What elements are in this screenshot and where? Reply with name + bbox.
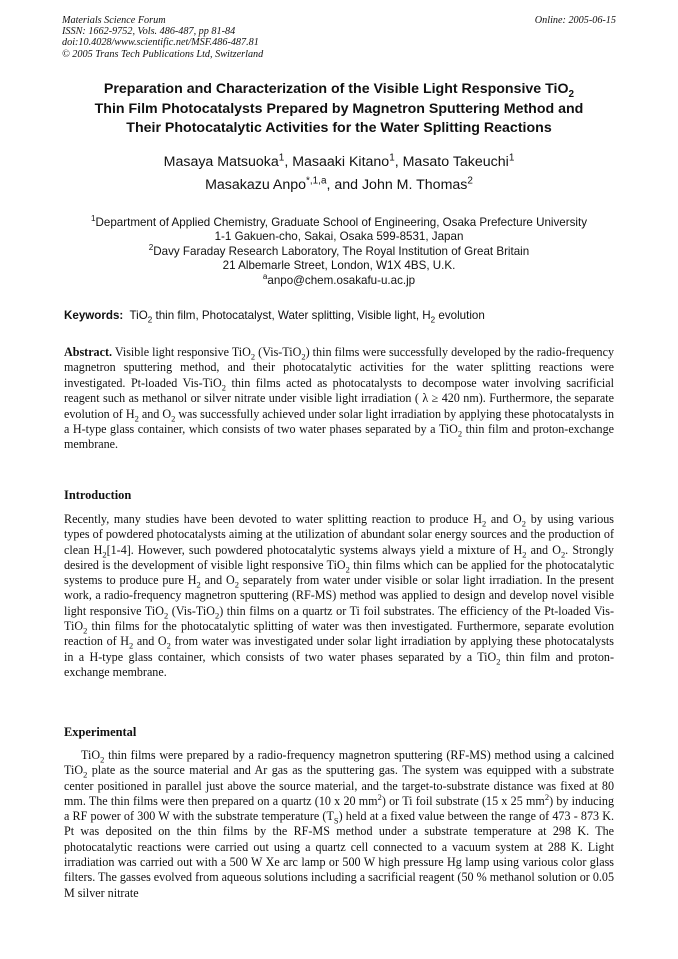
experimental-heading: Experimental [64, 725, 137, 739]
title-line-3: Their Photocatalytic Activities for the Water Splitting Reactions [126, 120, 552, 137]
affiliations [40, 216, 638, 288]
title-line-1: Preparation and Characterization of the Visible Light Responsive TiO$_2$ [103, 81, 575, 100]
author-list [40, 151, 638, 196]
experimental-paragraph: TiO$_2$ thin films were prepared by a radio-frequency magnetron sputtering (RF-MS) method using a calcined TiO$_2$ plate as the source material and Ar gas as the sputtering gas. The system was equipped with a substrate center positioned in parallel just above the source material, and the target-to-substrate distance was fixed at 80 mm. The thin films were then prepared on a quartz (10 x 20 $mm^2$) or Ti foil substrate (15 x 25 $mm^2$) by inducing a RF power of 300 W with the substrate temperature $(T_S)$ held at a fixed value between the range of 473 - 873 K. Pt was deposited on the thin films by the RF-MS method under a substrate temperature at 298 K. The photocatalytic reactions were carried out using a quartz cell connected to a vacuum system at 288 K. Light irradiation was carried out with a 500 W Xe arc lamp or 500 W high pressure Hg lamp using various color glass filters. The gasses evolved from aqueous solutions including a sacrificial reagent (50 % methanol solution or 0.05 M silver nitrate [64, 748, 614, 900]
affiliation-1: $^1$Department of Applied Chemistry, Graduate School of Engineering, Osaka Prefecture University [91, 214, 587, 229]
abstract-label: Abstract. [64, 345, 113, 359]
journal-header [62, 15, 616, 60]
online-date: Online: 2005-06-15 [534, 15, 616, 26]
journal-name: Materials Science Forum [62, 15, 166, 26]
paper-title [40, 80, 638, 139]
introduction-heading: Introduction [64, 488, 132, 502]
affiliation-1-address: 1-1 Gakuen-cho, Sakai, Osaka 599-8531, Japan [214, 230, 464, 244]
abstract: Abstract. Visible light responsive TiO$_2$ (Vis-TiO$_2$) thin films were successfully developed by the radio-frequency magnetron sputtering method, and their photocatalytic activities for the water splitting reactions were investigated. Pt-loaded Vis-TiO$_2$ thin films acted as photocatalysts to decompose water involving sacrificial reagent such as methanol or silver nitrate under visible light irradiation ( λ ≥ 420 nm). Furthermore, the separate evolution of $H_2$ and $O_2$ was successfully achieved under solar light irradiation by applying these photocatalysts in a H-type glass container, which consists of two water phases separated by a TiO$_2$ thin film and proton-exchange membrane. [64, 345, 615, 452]
doi-line: doi:10.4028/www.scientific.net/MSF.486-487.81 [62, 37, 259, 49]
issn-line: ISSN: 1662-9752, Vols. 486-487, pp 81-84 [62, 26, 236, 38]
introduction-paragraph: Recently, many studies have been devoted to water splitting reaction to produce $H_2$ and $O_2$ by using various types of powdered photocatalysts aiming at the utilization of abundant solar energy sources and the production of clean $H_2[1-4]$. However, such powdered photocatalytic systems always yield a mixture of $H_2$ and $O_2$. Strongly desired is the development of visible light responsive TiO$_2$ thin films which can be applied for the photocatalytic systems to produce pure $H_2$ and $O_2$ separately from water under visible or solar light irradiation. In the present work, a radio-frequency magnetron sputtering (RF-MS) method was applied to design and develop novel visible light responsive TiO$_2$ (Vis-TiO$_2$) thin films on a quartz or Ti foil substrates. The efficiency of the Pt-loaded Vis-TiO$_2$ thin films for the photocatalytic splitting of water was then investigated. Furthermore, separate evolution reaction of $H_2$ and $O_2$ from water was investigated under solar light irradiation by applying these photocatalysts in a H-type glass container, which consists of two water phases separated by a TiO$_2$ thin film and proton-exchange membrane. [64, 512, 614, 679]
keywords: Keywords: TiO$_2$ thin film, Photocatalyst, Water splitting, Visible light, $H_2$ evolution [64, 309, 485, 325]
keywords-label: Keywords: [64, 309, 124, 322]
author-line-1: Masaya Matsuoka$^1$, Masaaki Kitano$^1$, Masato Takeuchi$^1$ [163, 152, 515, 170]
affiliation-2: $^2$Davy Faraday Research Laboratory, The Royal Institution of Great Britain [148, 242, 530, 258]
copyright-line: © 2005 Trans Tech Publications Ltd, Switzerland [62, 48, 264, 60]
affiliation-2-address: 21 Albemarle Street, London, W1X 4BS, U.K. [222, 259, 456, 273]
title-line-2: Thin Film Photocatalysts Prepared by Magnetron Sputtering Method and [94, 100, 584, 117]
corresponding-email: $^a$anpo@chem.osakafu-u.ac.jp [262, 271, 416, 287]
author-line-2: Masakazu Anpo$^{*,1,a}$, and John M. Thomas$^2$ [205, 174, 473, 193]
